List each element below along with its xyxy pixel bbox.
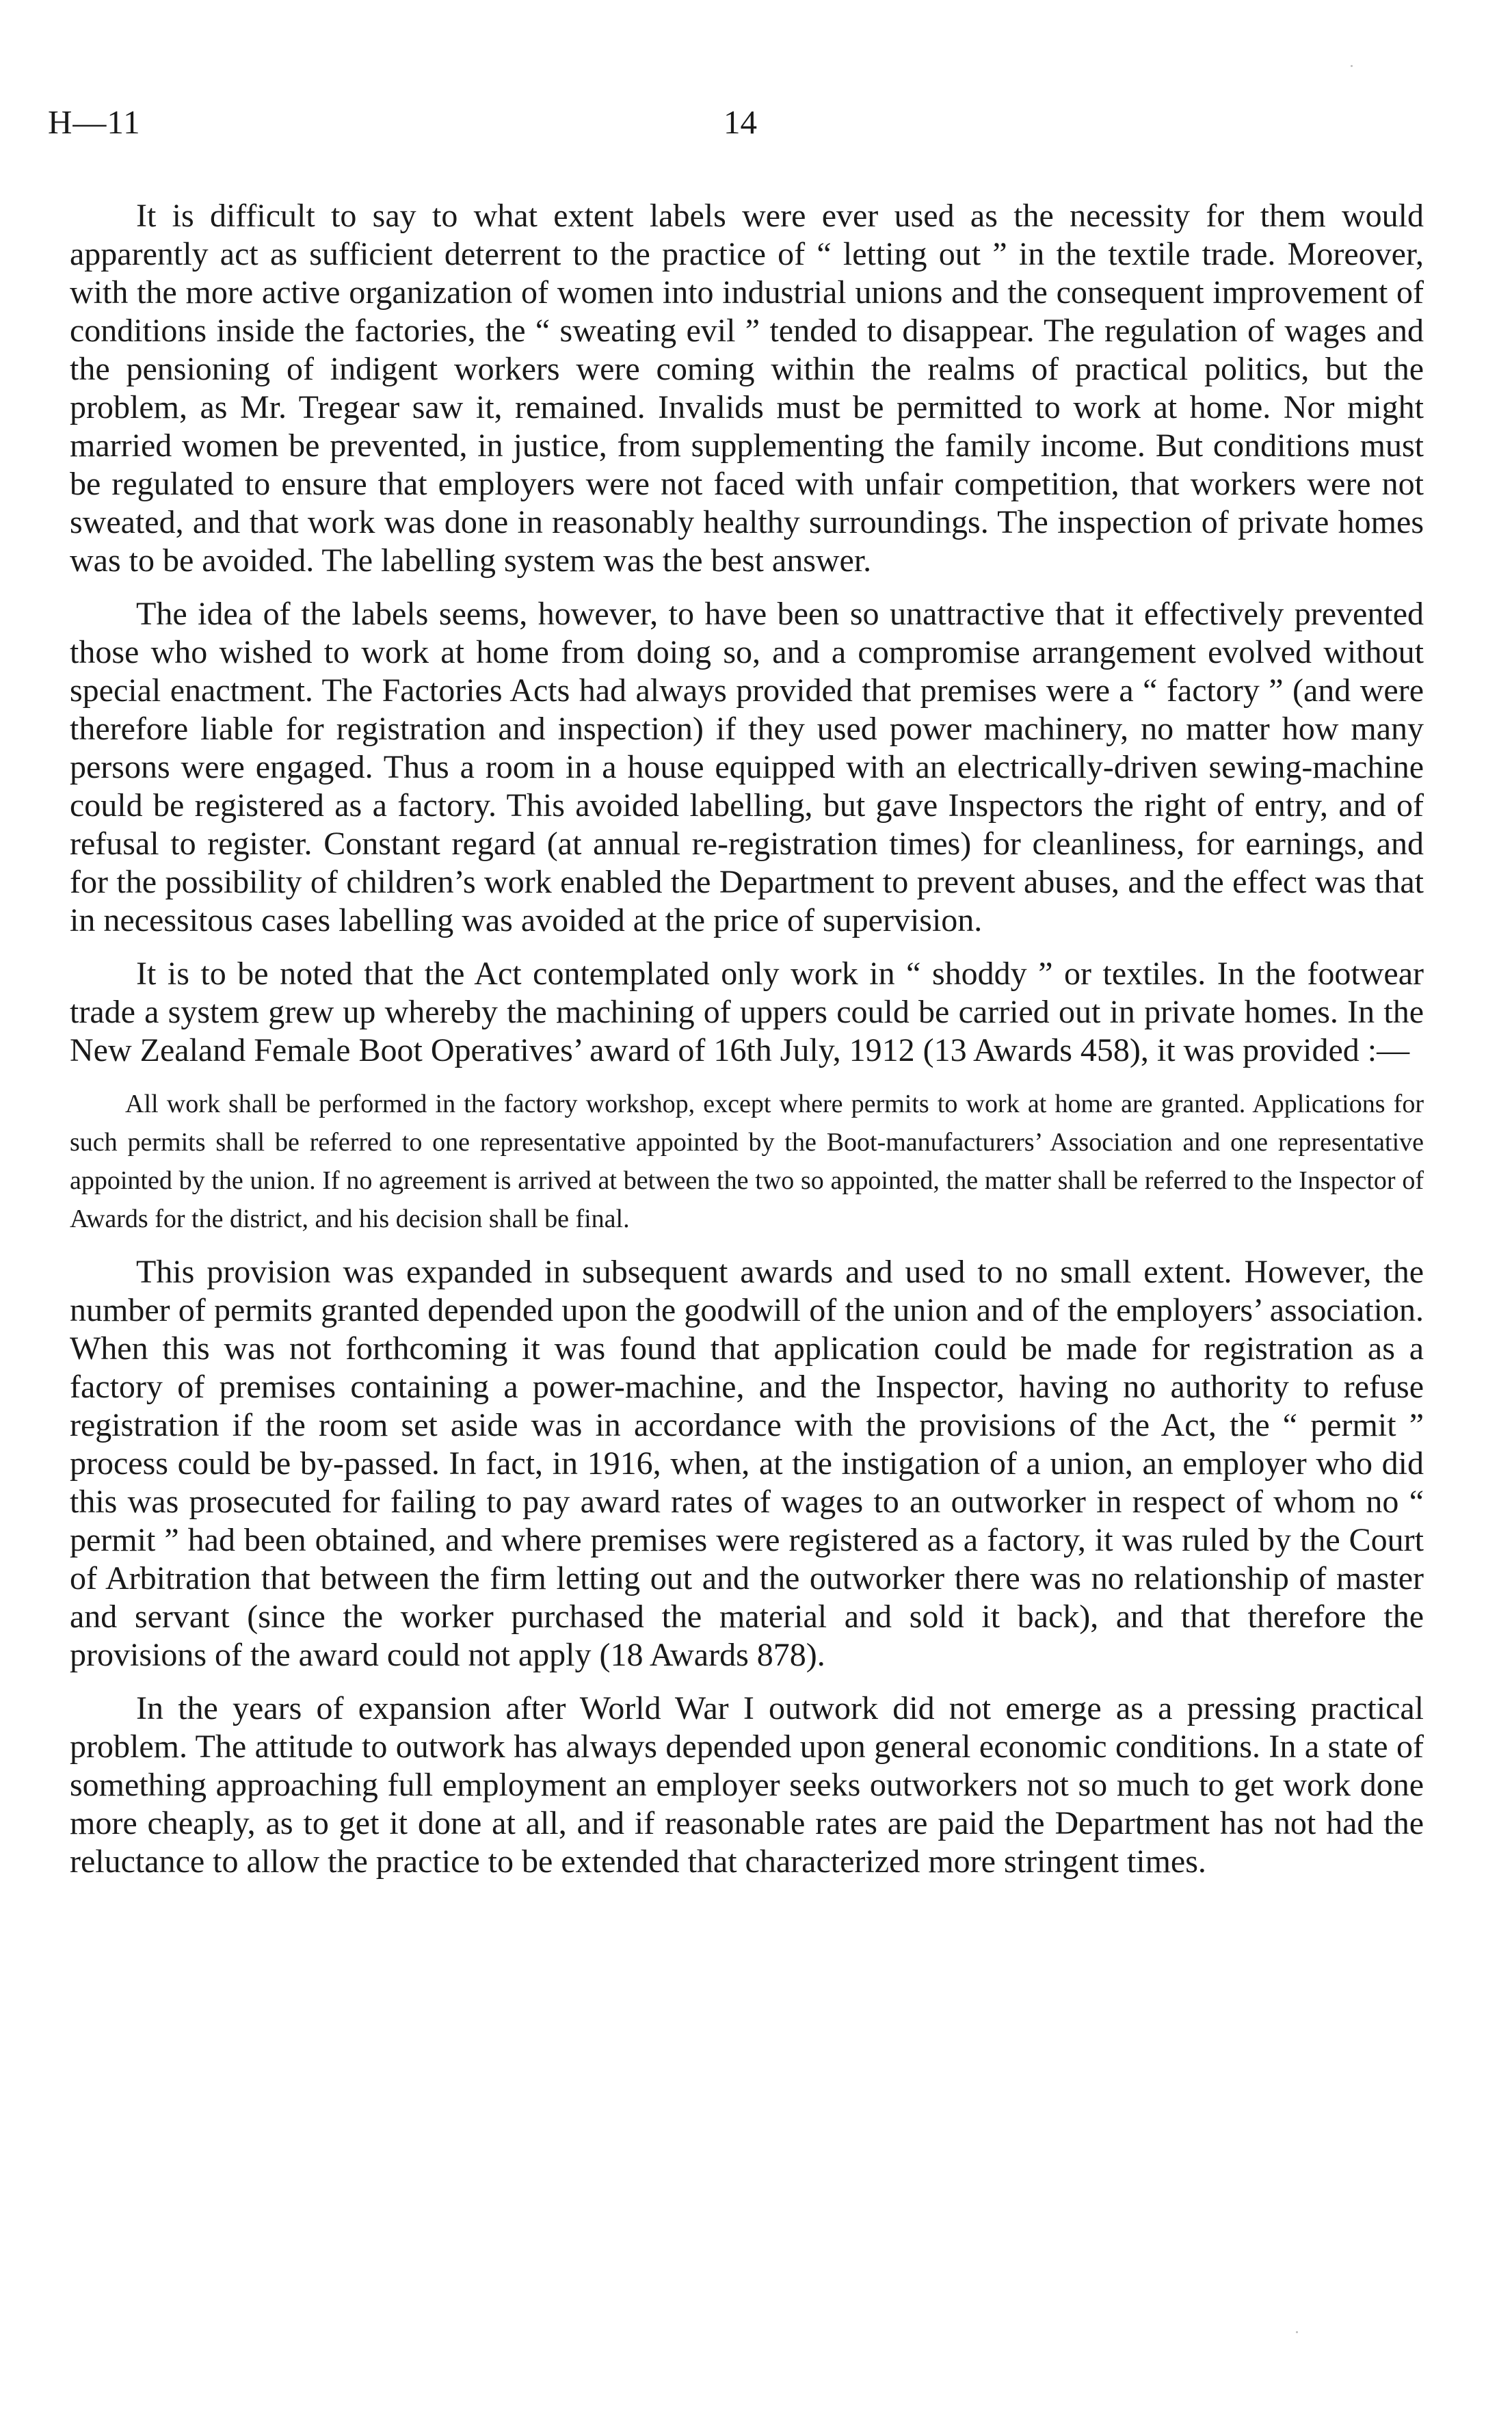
body-text bbox=[70, 197, 1424, 1881]
paragraph-compromise-arrangement: The idea of the labels seems, however, to have been so unattractive that it effectively prevented those who wished to work at home from doing so, and a compromise arrangement evolved without special enactment. The Factories Acts had always provided that premises were a “ factory ” (and were therefore liable for registration and inspection) if they used power machinery, no matter how many persons were engaged. Thus a room in a house equipped with an electrically-driven sewing-machine could be registered as a factory. This avoided labelling, but gave Inspectors the right of entry, and of refusal to register. Constant regard (at annual re-registration times) for cleanliness, for earnings, and for the possibility of children’s work enabled the Department to prevent abuses, and the effect was that in necessitous cases labelling was avoided at the price of supervision. bbox=[70, 596, 1424, 938]
paragraph-permit-provision: This provision was expanded in subsequent awards and used to no small extent. However, the number of permits granted depended upon the goodwill of the union and of the employers’ association. When this was not forthcoming it was found that application could be made for registration as a factory of premises containing a power-machine, and the Inspector, having no authority to refuse registration if the room set aside was in accordance with the provisions of the Act, the “ permit ” process could be by-passed. In fact, in 1916, when, at the instigation of a union, an employer who did this was prosecuted for failing to pay award rates of wages to an outworker in respect of whom no “ permit ” had been obtained, and where premises were registered as a factory, it was ruled by the Court of Arbitration that between the firm letting out and the outworker there was no relationship of master and servant (since the worker purchased the material and sold it back), and that therefore the provisions of the award could not apply (18 Awards 878). bbox=[70, 1254, 1424, 1673]
scan-speck bbox=[1296, 2331, 1298, 2333]
page-number: 14 bbox=[724, 103, 757, 141]
page-header bbox=[48, 103, 1464, 150]
paragraph-post-war-outwork: In the years of expansion after World War I outwork did not emerge as a pressing practical problem. The attitude to outwork has always depended upon general economic conditions. In a state of something approaching full employment an employer seeks outworkers not so much to get work done more cheaply, as to get it done at all, and if reasonable rates are paid the Department has not had the reluctance to allow the practice to be extended that characterized more stringent times. bbox=[70, 1690, 1424, 1880]
award-quotation: All work shall be performed in the factory workshop, except where permits to work at home are granted. Applications for such permits shall be referred to one representative appointed by the Boot-manufacturers’ Association and one representative appointed by the union. If no agreement is arrived at between the two so appointed, the matter shall be referred to the Inspector of Awards for the district, and his decision shall be final. bbox=[70, 1090, 1424, 1233]
scan-speck bbox=[1351, 65, 1353, 67]
document-reference: H—11 bbox=[48, 103, 141, 141]
paragraph-labels-necessity: It is difficult to say to what extent labels were ever used as the necessity for them would apparently act as sufficient deterrent to the practice of “ letting out ” in the textile trade. Moreover, with the more active organization of women into industrial unions and the consequent improvement of conditions inside the factories, the “ sweating evil ” tended to disappear. The regulation of wages and the pensioning of indigent workers were coming within the realms of practical politics, but the problem, as Mr. Tregear saw it, remained. Invalids must be permitted to work at home. Nor might married women be prevented, in justice, from supplementing the family income. But conditions must be regulated to ensure that employers were not faced with unfair competition, that workers were not sweated, and that work was done in reasonably healthy surroundings. The inspection of private homes was to be avoided. The labelling system was the best answer. bbox=[70, 198, 1424, 579]
paragraph-footwear-trade: It is to be noted that the Act contemplated only work in “ shoddy ” or textiles. In the footwear trade a system grew up whereby the machining of uppers could be carried out in private homes. In the New Zealand Female Boot Operatives’ award of 16th July, 1912 (13 Awards 458), it was provided :— bbox=[70, 956, 1424, 1068]
